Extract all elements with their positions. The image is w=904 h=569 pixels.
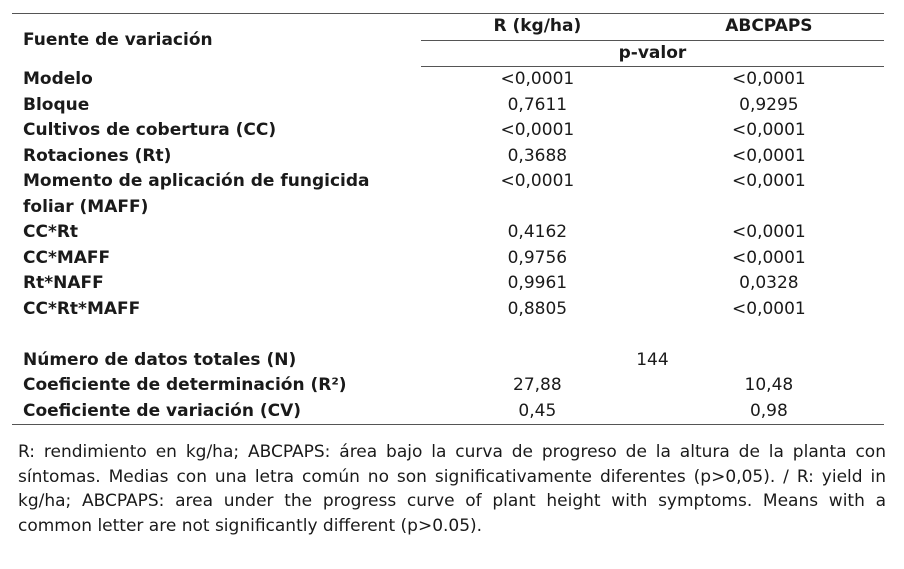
row-label: CC*Rt*MAFF bbox=[23, 298, 141, 319]
row-label: Rotaciones (Rt) bbox=[23, 145, 172, 166]
row-abcpaps-value: <0,0001 bbox=[732, 120, 806, 141]
summary-label: Número de datos totales (N) bbox=[23, 349, 297, 370]
row-label: Modelo bbox=[23, 69, 93, 89]
row-abcpaps-value: 0,9295 bbox=[739, 94, 799, 115]
row-label: CC*MAFF bbox=[23, 247, 111, 268]
summary-row-cv bbox=[12, 399, 884, 425]
row-r-value: 0,7611 bbox=[507, 94, 568, 115]
row-label: Bloque bbox=[23, 94, 90, 115]
row-r-value: 0,9961 bbox=[507, 273, 568, 294]
summary-label: Coeficiente de determinación (R²) bbox=[23, 375, 347, 396]
row-r-value: <0,0001 bbox=[500, 120, 575, 141]
row-label-line2: foliar (MAFF) bbox=[23, 196, 149, 217]
row-label: Cultivos de cobertura (CC) bbox=[23, 120, 277, 141]
table-row bbox=[12, 271, 884, 297]
row-abcpaps-value: <0,0001 bbox=[732, 247, 806, 268]
row-r-value: 0,8805 bbox=[507, 298, 568, 319]
header-source: Fuente de variación bbox=[12, 14, 421, 67]
table-row bbox=[12, 144, 884, 170]
row-r-value: 0,9756 bbox=[507, 247, 568, 268]
table-row bbox=[12, 118, 884, 144]
summary-abcpaps-value: 10,48 bbox=[744, 375, 794, 396]
row-label: Rt*NAFF bbox=[23, 273, 104, 294]
summary-n-value: 144 bbox=[636, 349, 669, 370]
summary-row-n bbox=[12, 348, 884, 374]
row-r-value: <0,0001 bbox=[500, 69, 575, 90]
table-row bbox=[12, 169, 884, 195]
table-row-continuation bbox=[12, 195, 884, 221]
spacer-row bbox=[12, 322, 884, 348]
row-label-line1: Momento de aplicación de fungicida bbox=[23, 171, 370, 192]
summary-r-value: 0,45 bbox=[421, 399, 654, 425]
row-abcpaps-value: 0,0328 bbox=[739, 273, 799, 294]
table-row bbox=[12, 297, 884, 323]
anova-table bbox=[12, 13, 884, 425]
row-abcpaps-value: <0,0001 bbox=[732, 171, 806, 192]
summary-label: Coeficiente de variación (CV) bbox=[12, 399, 421, 425]
header-r: R (kg/ha) bbox=[421, 14, 654, 41]
row-abcpaps-value: <0,0001 bbox=[732, 298, 806, 319]
table-row bbox=[12, 67, 884, 93]
table-footnote: R: rendimiento en kg/ha; ABCPAPS: área bajo la curva de progreso de la altura de la planta con síntomas. Medias con una letra común no son significativamente diferentes (p>0,05). / R: yield in kg/ha; ABCPAPS: area under the progress curve of plant height with symptoms. Means with a common letter are not significantly different (p>0.05). bbox=[18, 442, 886, 536]
row-label: CC*Rt bbox=[23, 222, 79, 243]
row-abcpaps-value: <0,0001 bbox=[732, 69, 806, 90]
summary-abcpaps-value: 0,98 bbox=[654, 399, 884, 425]
row-abcpaps-value: <0,0001 bbox=[732, 222, 806, 243]
row-r-value: 0,4162 bbox=[507, 222, 568, 243]
header-p-valor: p-valor bbox=[421, 40, 884, 67]
header-row bbox=[12, 14, 884, 41]
table-row bbox=[12, 246, 884, 272]
table-row bbox=[12, 93, 884, 119]
row-r-value: <0,0001 bbox=[500, 171, 575, 192]
summary-r-value: 27,88 bbox=[513, 375, 562, 396]
row-abcpaps-value: <0,0001 bbox=[732, 145, 806, 166]
header-abcpaps: ABCPAPS bbox=[654, 14, 884, 41]
row-r-value: 0,3688 bbox=[507, 145, 568, 166]
summary-row-r2 bbox=[12, 373, 884, 399]
table-row bbox=[12, 220, 884, 246]
